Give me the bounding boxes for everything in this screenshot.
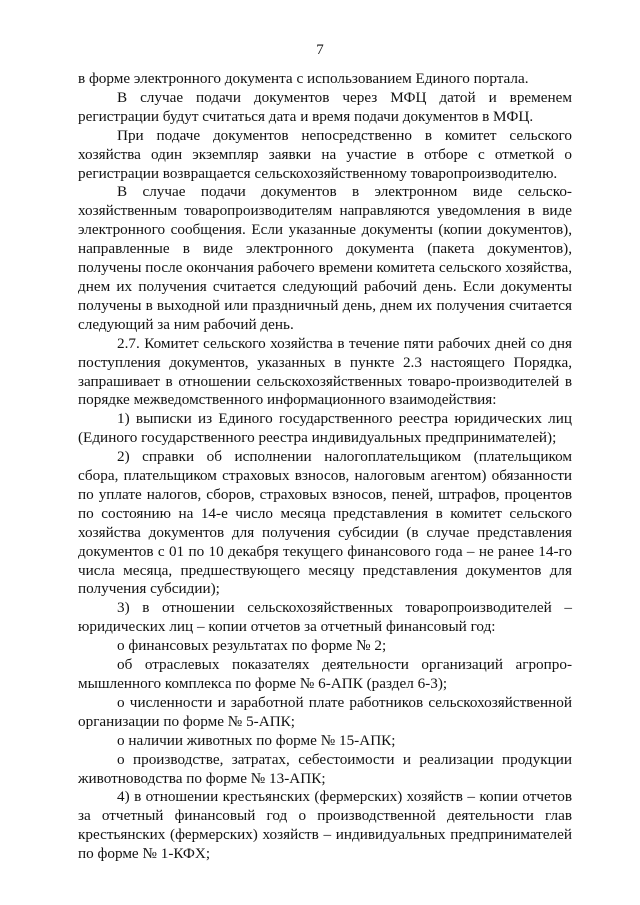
sub-item-6-apk: об отраслевых показателях деятельности организаций агропро-мышленного комплекса по форме № 6-АПК (раздел 6-3); [78,656,572,692]
list-item-3: 3) в отношении сельскохозяйственных товаропроизводителей – юридических лиц – копии отчетов за отчетный финансовый год: [78,599,572,636]
paragraph-direct-submission: При подаче документов непосредственно в комитет сельского хозяйства один экземпляр заявки на участие в отборе с отметкой о регистрации возвращается сельскохозяйственному товаропроизводителю. [78,126,572,182]
paragraph-mfc-submission: В случае подачи документов через МФЦ датой и временем регистрации будут считаться дата и время подачи документов в МФЦ. [78,88,572,125]
sub-item-13-apk: о производстве, затратах, себестоимости и реализации продукции животноводства по форме № 13-АПК; [78,750,572,787]
sub-item-15-apk: о наличии животных по форме № 15-АПК; [117,731,396,749]
list-item-2: 2) справки об исполнении налогоплательщиком (плательщиком сбора, плательщиком страховых взносов, налоговым агентом) обязанности по уплате налогов, сборов, страховых взносов, пеней, штрафов, процентов по состоянию на 14-е число месяца представления в комитет сельского хозяйства документов для получения субсидии (в случае представления документов с 01 по 10 декабря текущего финансового года – не ранее 14-го числа месяца, предшествующего месяцу представления документов для получения субсидии); [78,448,572,598]
paragraph-electronic-submission: В случае подачи документов в электронном виде сельско-хозяйственным товаропроизводителям направляются уведомления в виде электронного сообщения. Если указанные документы (копии документов), направленные в виде электронного документа (пакета документов), получены после окончания рабочего времени комитета сельского хозяйства, днем их получения считается следующий рабочий день. Если документы получены в выходной или праздничный день, днем их получения считается следующий за ним рабочий день. [78,183,572,333]
list-item-1: 1) выписки из Единого государственного реестра юридических лиц (Единого государственного реестра индивидуальных предпринимателей); [78,410,572,447]
list-item-4: 4) в отношении крестьянских (фермерских) хозяйств – копии отчетов за отчетный финансовый год о производственной деятельности глав крестьянских (фермерских) хозяйств – индивидуальных предпринимателей по форме № 1-КФХ; [78,788,572,863]
sub-item-financial-results: о финансовых результатах по форме № 2; [117,637,387,655]
sub-item-5-apk: о численности и заработной плате работников сельскохозяйственной организации по форме № 5-АПК; [78,693,572,730]
paragraph-clause-2-7: 2.7. Комитет сельского хозяйства в течение пяти рабочих дней со дня поступления документов, указанных в пункте 2.3 настоящего Порядка, запрашивает в отношении сельскохозяйственных товаро-производителей в порядке межведомственного информационного взаимодействия: [78,334,572,409]
paragraph-portal-continuation: в форме электронного документа с использованием Единого портала. [78,70,529,87]
document-body [78,70,572,864]
page-number: 7 [316,42,324,58]
